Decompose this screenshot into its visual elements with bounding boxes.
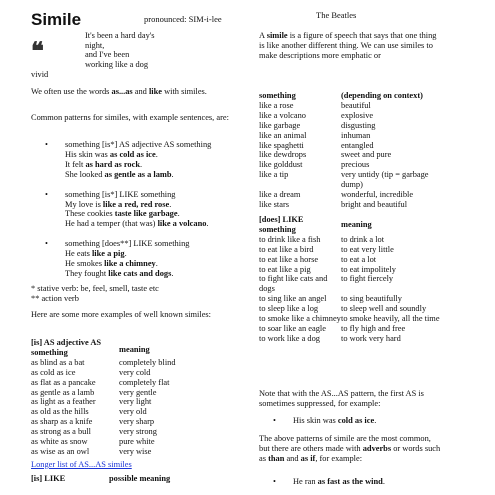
examples-intro: Here are some more examples of well known similes:	[31, 310, 212, 319]
example-line: They fought like cats and dogs.	[65, 268, 174, 278]
meaning-cell: very strong	[119, 427, 157, 437]
pronunciation: pronounced: SIM-i-lee	[144, 14, 222, 24]
simile-cell: to eat like a pig	[259, 264, 311, 274]
simile-cell: like golddust	[259, 160, 303, 170]
example-item: • His skin was cold as ice.	[273, 416, 377, 425]
table-row	[259, 141, 441, 151]
column-header: (depending on context)	[341, 91, 423, 100]
table-row	[259, 255, 441, 265]
lyric-line: working like a dog	[85, 59, 149, 69]
simile-cell: to fight like cats and dogs	[259, 274, 328, 294]
meaning-cell: disgusting	[341, 120, 376, 130]
simile-cell: like a rose	[259, 100, 294, 110]
meaning-cell: entangled	[341, 140, 374, 150]
simile-cell: to eat like a horse	[259, 254, 319, 264]
table-row	[31, 368, 226, 378]
meaning-cell: to smoke heavily, all the time	[341, 314, 440, 324]
table-row	[259, 235, 441, 245]
table-row	[31, 427, 226, 437]
simile-cell: as wise as an owl	[31, 446, 90, 456]
simile-cell: as blind as a bat	[31, 357, 85, 367]
table-row	[31, 378, 226, 388]
pattern-list	[31, 140, 231, 279]
longer-list-link[interactable]: Longer list of AS...AS similes	[31, 460, 132, 469]
table-header-row	[259, 91, 441, 101]
example-list	[259, 416, 441, 426]
meaning-cell: beautiful	[341, 100, 371, 110]
table-row	[31, 358, 226, 368]
example-line: She looked as gentle as a lamb.	[65, 169, 174, 179]
meaning-cell: bright and beautiful	[341, 199, 408, 209]
column-header: something	[259, 91, 296, 100]
meaning-cell: to drink a lot	[341, 234, 385, 244]
column-header: [does] LIKE something	[259, 215, 304, 234]
simile-cell: to sleep like a log	[259, 304, 319, 314]
meaning-cell: precious	[341, 160, 370, 170]
table-row	[259, 190, 441, 200]
definition-paragraph: A simile is a figure of speech that says that one thing is like another different thing. We can use similes to make descriptions more emphatic or	[259, 31, 437, 60]
simile-cell: as light as a feather	[31, 397, 96, 407]
column-header: possible meaning	[109, 474, 171, 483]
does-like-table	[259, 215, 441, 344]
meaning-cell: wonderful, incredible	[341, 190, 414, 200]
table-row	[31, 417, 226, 427]
meaning-cell: to eat a lot	[341, 254, 377, 264]
meaning-cell: to eat very little	[341, 244, 394, 254]
simile-cell: like garbage	[259, 120, 301, 130]
lyric-line: It's been a hard day's	[85, 31, 155, 40]
meaning-cell: to sleep well and soundly	[341, 304, 427, 314]
simile-cell: like a tip	[259, 170, 289, 180]
table-row	[259, 314, 441, 324]
table-row	[259, 101, 441, 111]
column-header: [is] LIKE	[31, 474, 66, 483]
like-table-header	[31, 474, 226, 484]
meaning-cell: very gentle	[119, 387, 157, 397]
table-row	[259, 160, 441, 170]
table-row	[259, 200, 441, 210]
pattern-item	[31, 239, 231, 279]
other-patterns-paragraph: The above patterns of simile are the most common, but there are others made with adverbs or words such as than and as if, for example:	[259, 434, 441, 463]
meaning-cell: pure white	[119, 437, 155, 447]
lyric-line: and I've been	[85, 50, 130, 60]
meaning-cell: to sing beautifully	[341, 294, 402, 304]
lyric-line: night,	[85, 40, 105, 50]
simile-cell: like a dream	[259, 190, 301, 200]
meaning-cell: sweet and pure	[341, 150, 392, 160]
simile-cell: like a volcano	[259, 110, 306, 120]
example-line: My love is like a red, red rose.	[65, 199, 172, 209]
bullet-icon: •	[273, 416, 276, 425]
bullet-icon: •	[45, 189, 48, 199]
meaning-cell: very sharp	[119, 417, 155, 427]
simile-cell: to work like a dog	[259, 333, 320, 343]
simile-cell: to eat like a bird	[259, 244, 314, 254]
table-row	[31, 397, 226, 407]
quote-attribution: The Beatles	[316, 10, 357, 20]
simile-cell: as sharp as a knife	[31, 417, 93, 427]
table-row	[259, 334, 441, 344]
pattern-item	[31, 190, 231, 230]
meaning-cell: to work very hard	[341, 333, 401, 343]
lyric-quote	[85, 31, 225, 70]
simile-cell: as old as the hills	[31, 407, 89, 417]
example-line: He smokes like a chimney.	[65, 259, 158, 269]
simile-cell: as white as snow	[31, 437, 88, 447]
simile-cell: as strong as a bull	[31, 427, 92, 437]
intro-paragraph: We often use the words as...as and like with similes.	[31, 87, 207, 96]
meaning-cell: completely blind	[119, 357, 176, 367]
meaning-cell: completely flat	[119, 377, 170, 387]
example-line: His skin was as cold as ice.	[65, 149, 158, 159]
simile-cell: like stars	[259, 199, 290, 209]
table-row	[259, 170, 441, 190]
table-row	[259, 121, 441, 131]
example-item: • He ran as fast as the wind.	[273, 477, 385, 486]
bullet-icon: •	[45, 239, 48, 249]
meaning-cell: inhuman	[341, 130, 371, 140]
meaning-cell: very wise	[119, 446, 152, 456]
simile-cell: like dewdrops	[259, 150, 307, 160]
simile-cell: as gentle as a lamb	[31, 387, 95, 397]
page-title: Simile	[31, 10, 82, 29]
pattern-head: something [does**] LIKE something	[65, 239, 190, 249]
open-quote-icon: ❝	[31, 39, 44, 65]
meaning-cell: explosive	[341, 110, 374, 120]
note-stative: * stative verb: be, feel, smell, taste etc	[31, 284, 159, 293]
table-row	[31, 447, 226, 457]
table-row	[259, 294, 441, 304]
table-header-row	[259, 215, 441, 235]
table-row	[31, 437, 226, 447]
meaning-cell: very untidy (tip = garbage dump)	[341, 170, 429, 190]
table-row	[259, 131, 441, 141]
table-header-row	[31, 338, 226, 358]
as-as-table	[31, 338, 226, 457]
patterns-intro: Common patterns for similes, with example sentences, are:	[31, 113, 229, 122]
simile-cell: to soar like an eagle	[259, 323, 326, 333]
vivid-word: vivid	[31, 70, 49, 79]
meaning-cell: very old	[119, 407, 147, 417]
pattern-head: something [is*] AS adjective AS something	[65, 140, 212, 149]
meaning-cell: to fight fiercely	[341, 274, 394, 284]
verb-notes	[31, 284, 231, 304]
table-row	[259, 265, 441, 275]
meaning-cell: to eat impolitely	[341, 264, 396, 274]
column-header: meaning	[341, 220, 372, 229]
example-line: He had a temper (that was) like a volcano.	[65, 219, 209, 229]
column-header: meaning	[119, 345, 150, 354]
simile-cell: as cold as ice	[31, 367, 76, 377]
as-note-paragraph: Note that with the AS...AS pattern, the first AS is sometimes suppressed, for example:	[259, 389, 424, 408]
bullet-icon: •	[273, 477, 276, 486]
simile-cell: to sing like an angel	[259, 294, 327, 304]
like-table	[259, 91, 441, 210]
table-row	[259, 245, 441, 255]
bullet-icon: •	[45, 140, 48, 149]
table-row	[259, 274, 441, 294]
pattern-head: something [is*] LIKE something	[65, 189, 176, 199]
table-row	[259, 324, 441, 334]
table-row	[259, 111, 441, 121]
note-action: ** action verb	[31, 293, 79, 303]
table-row	[31, 388, 226, 398]
example-line: It felt as hard as rock.	[65, 159, 143, 169]
simile-cell: to drink like a fish	[259, 234, 321, 244]
table-row	[31, 407, 226, 417]
simile-cell: to smoke like a chimney	[259, 314, 341, 324]
example-list	[259, 477, 441, 487]
simile-cell: like an animal	[259, 130, 307, 140]
column-header: [is] AS adjective AS something	[31, 338, 102, 357]
simile-cell: like spaghetti	[259, 140, 304, 150]
example-line: These cookies taste like garbage.	[65, 209, 180, 219]
table-row	[259, 150, 441, 160]
meaning-cell: very cold	[119, 367, 151, 377]
pattern-item	[31, 140, 231, 180]
simile-cell: as flat as a pancake	[31, 377, 96, 387]
meaning-cell: to fly high and free	[341, 323, 406, 333]
table-row	[259, 304, 441, 314]
example-line: He eats like a pig.	[65, 249, 127, 259]
meaning-cell: very light	[119, 397, 152, 407]
